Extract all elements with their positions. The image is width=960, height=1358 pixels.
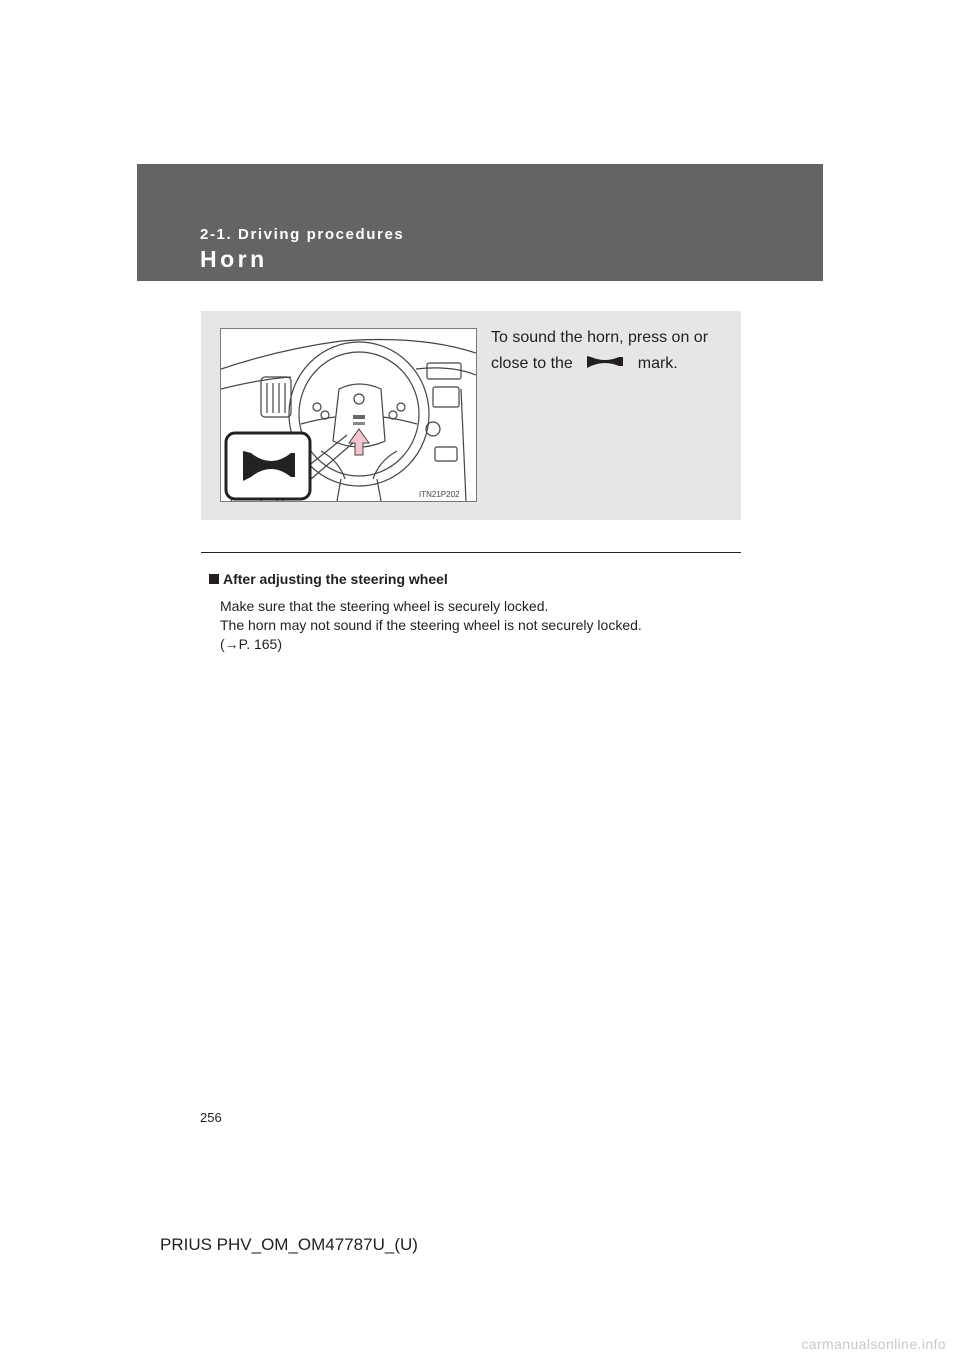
illustration-code: ITN21P202: [419, 490, 460, 499]
steering-wheel-drawing: [221, 329, 476, 501]
note-line1: Make sure that the steering wheel is securely locked.: [220, 598, 549, 614]
horn-icon: [583, 354, 627, 370]
header-band: [137, 164, 823, 281]
square-bullet-icon: [209, 574, 219, 584]
page-title: Horn: [200, 246, 268, 272]
illustration-caption: [491, 325, 731, 377]
caption-before-icon: close to the: [491, 355, 573, 372]
note-heading: [209, 571, 448, 587]
steering-wheel-illustration: [220, 328, 477, 502]
page-reference-link[interactable]: (→P. 165): [220, 636, 282, 652]
caption-line1: To sound the horn, press on or: [491, 329, 709, 346]
illustration-panel: [201, 311, 741, 520]
note-body: [220, 597, 740, 654]
note-line2: The horn may not sound if the steering wheel is not securely locked.: [220, 617, 642, 633]
section-label: 2-1. Driving procedures: [200, 226, 405, 243]
caption-after-icon: mark.: [637, 355, 678, 372]
document-id: PRIUS PHV_OM_OM47787U_(U): [160, 1235, 418, 1254]
watermark: carmanualsonline.info: [801, 1336, 946, 1352]
page-number: 256: [200, 1110, 222, 1125]
note-heading-text: After adjusting the steering wheel: [223, 571, 448, 587]
section-divider: [201, 552, 741, 553]
